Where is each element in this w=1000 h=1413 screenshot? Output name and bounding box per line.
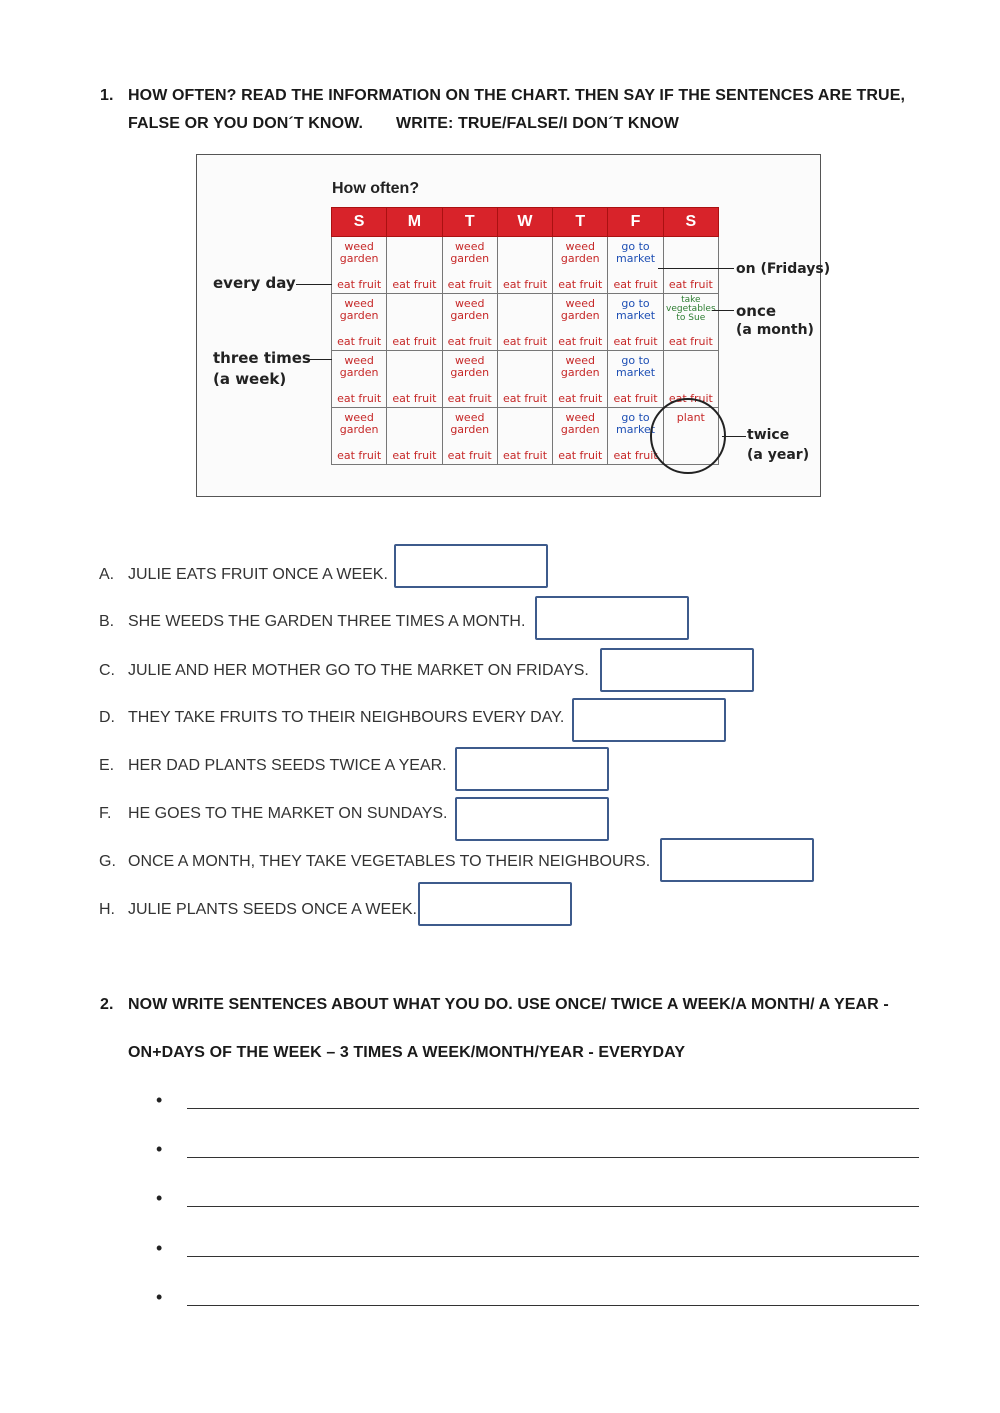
writing-line-4[interactable] — [187, 1256, 919, 1257]
cell-fruit: eat fruit — [558, 278, 603, 291]
exercise-2-number: 2. — [100, 996, 114, 1013]
calendar-cell — [497, 351, 552, 408]
calendar-cell — [553, 237, 608, 294]
cell-activity: weed garden — [450, 354, 490, 379]
cell-activity: weed garden — [450, 240, 490, 265]
item-sentence: JULIE AND HER MOTHER GO TO THE MARKET ON FRIDAYS. — [128, 662, 589, 679]
calendar-cell — [442, 294, 497, 351]
item-letter: D. — [99, 709, 115, 726]
calendar-cell — [553, 294, 608, 351]
cell-fruit: eat fruit — [668, 392, 713, 405]
cell-fruit: eat fruit — [447, 449, 492, 462]
item-letter: C. — [99, 662, 115, 679]
cell-activity: weed garden — [339, 411, 379, 436]
chart-title: How often? — [332, 180, 420, 197]
day-header: T — [442, 208, 497, 237]
calendar-week-row — [332, 351, 719, 408]
arrow-every-day — [296, 284, 332, 285]
writing-line-5[interactable] — [187, 1305, 919, 1306]
cell-fruit: eat fruit — [392, 335, 437, 348]
bullet-point: • — [156, 1188, 163, 1208]
day-header: T — [553, 208, 608, 237]
item-sentence: JULIE EATS FRUIT ONCE A WEEK. — [128, 566, 388, 583]
exercise-1-instruction-line-2: FALSE OR YOU DON´T KNOW. — [128, 115, 364, 132]
cell-activity: weed garden — [450, 297, 490, 322]
exercise-1-write-instruction: WRITE: TRUE/FALSE/I DON´T KNOW — [396, 115, 679, 132]
day-header: W — [497, 208, 552, 237]
cell-fruit: eat fruit — [392, 278, 437, 291]
cell-activity: plant — [676, 411, 705, 424]
cell-fruit: eat fruit — [613, 449, 658, 462]
cell-activity: go to market — [616, 240, 656, 265]
calendar-week-row — [332, 237, 719, 294]
item-sentence: HE GOES TO THE MARKET ON SUNDAYS. — [128, 805, 448, 822]
calendar-cell — [608, 294, 663, 351]
cell-activity: go to market — [616, 354, 656, 379]
calendar-cell — [332, 408, 387, 465]
cell-activity: weed garden — [560, 354, 600, 379]
calendar-cell — [332, 351, 387, 408]
cell-fruit: eat fruit — [447, 335, 492, 348]
cell-activity: weed garden — [560, 240, 600, 265]
item-sentence: HER DAD PLANTS SEEDS TWICE A YEAR. — [128, 757, 447, 774]
arrow-three-times — [306, 359, 332, 360]
label-twice: twice — [747, 427, 790, 443]
writing-line-3[interactable] — [187, 1206, 919, 1207]
cell-fruit: eat fruit — [558, 335, 603, 348]
cell-fruit: eat fruit — [613, 278, 658, 291]
calendar-cell — [442, 237, 497, 294]
calendar-cell — [553, 408, 608, 465]
arrow-twice — [722, 436, 746, 437]
exercise-1-instruction-line-1: HOW OFTEN? READ THE INFORMATION ON THE CHART. THEN SAY IF THE SENTENCES ARE TRUE, — [128, 87, 906, 104]
calendar-cell — [442, 351, 497, 408]
cell-activity: weed garden — [339, 240, 379, 265]
label-on-fridays: on (Fridays) — [736, 261, 831, 277]
cell-fruit: eat fruit — [668, 335, 713, 348]
item-letter: A. — [99, 566, 115, 583]
cell-fruit: eat fruit — [447, 278, 492, 291]
exercise-1-number: 1. — [100, 87, 114, 104]
cell-fruit: eat fruit — [392, 449, 437, 462]
exercise-2-instruction-line-1: NOW WRITE SENTENCES ABOUT WHAT YOU DO. USE ONCE/ TWICE A WEEK/A MONTH/ A YEAR - — [128, 996, 889, 1013]
item-sentence: THEY TAKE FRUITS TO THEIR NEIGHBOURS EVERY DAY. — [128, 709, 565, 726]
bullet-point: • — [156, 1139, 163, 1159]
cell-fruit: eat fruit — [337, 449, 382, 462]
answer-box-b[interactable] — [535, 596, 689, 640]
cell-fruit: eat fruit — [502, 278, 548, 291]
cell-fruit: eat fruit — [613, 392, 658, 405]
cell-fruit: eat fruit — [337, 278, 382, 291]
label-three-times: three times — [213, 349, 311, 367]
calendar-cell — [387, 294, 442, 351]
calendar-cell — [387, 351, 442, 408]
answer-box-a[interactable] — [394, 544, 548, 588]
calendar-cell — [663, 237, 718, 294]
cell-activity: weed garden — [339, 297, 379, 322]
cell-fruit: eat fruit — [668, 278, 713, 291]
calendar-cell — [497, 237, 552, 294]
day-header: F — [608, 208, 663, 237]
label-a-month: (a month) — [736, 322, 814, 338]
item-sentence: ONCE A MONTH, THEY TAKE VEGETABLES TO THEIR NEIGHBOURS. — [128, 853, 651, 870]
calendar-cell — [663, 294, 718, 351]
cell-activity: go to market — [616, 297, 656, 322]
calendar-cell — [332, 237, 387, 294]
calendar-cell — [553, 351, 608, 408]
bullet-point: • — [156, 1287, 163, 1307]
cell-activity: go to market — [616, 411, 656, 436]
answer-box-e[interactable] — [455, 747, 609, 791]
answer-box-g[interactable] — [660, 838, 814, 882]
answer-box-h[interactable] — [418, 882, 572, 926]
cell-fruit: eat fruit — [447, 392, 492, 405]
cell-activity: weed garden — [560, 297, 600, 322]
cell-fruit: eat fruit — [558, 449, 603, 462]
item-sentence: JULIE PLANTS SEEDS ONCE A WEEK. — [128, 901, 417, 918]
item-sentence: SHE WEEDS THE GARDEN THREE TIMES A MONTH. — [128, 613, 526, 630]
day-header: S — [663, 208, 718, 237]
answer-box-d[interactable] — [572, 698, 726, 742]
label-a-week: (a week) — [213, 370, 287, 388]
cell-activity: weed garden — [450, 411, 490, 436]
cell-activity: weed garden — [560, 411, 600, 436]
bullet-point: • — [156, 1090, 163, 1110]
arrow-once — [712, 310, 734, 311]
label-a-year: (a year) — [747, 447, 810, 463]
calendar-day-header-row — [332, 208, 719, 237]
cell-fruit: eat fruit — [502, 335, 548, 348]
item-letter: E. — [99, 757, 115, 774]
item-letter: F. — [99, 805, 112, 822]
exercise-2-instruction-line-2: ON+DAYS OF THE WEEK – 3 TIMES A WEEK/MONTH/YEAR - EVERYDAY — [128, 1044, 686, 1061]
cell-fruit: eat fruit — [392, 392, 437, 405]
calendar-cell — [387, 408, 442, 465]
calendar-cell — [608, 237, 663, 294]
arrow-on-fridays — [658, 268, 734, 269]
cell-fruit: eat fruit — [502, 449, 548, 462]
writing-line-2[interactable] — [187, 1157, 919, 1158]
calendar-cell — [497, 294, 552, 351]
calendar-week-row — [332, 294, 719, 351]
calendar-cell — [497, 408, 552, 465]
twice-circle-highlight — [650, 398, 726, 474]
calendar-cell — [332, 294, 387, 351]
bullet-point: • — [156, 1238, 163, 1258]
calendar-cell — [387, 237, 442, 294]
cell-fruit: eat fruit — [558, 392, 603, 405]
cell-fruit: eat fruit — [613, 335, 658, 348]
answer-box-f[interactable] — [455, 797, 609, 841]
label-every-day: every day — [213, 274, 296, 292]
item-letter: B. — [99, 613, 115, 630]
item-letter: H. — [99, 901, 115, 918]
cell-activity: weed garden — [339, 354, 379, 379]
cell-fruit: eat fruit — [337, 335, 382, 348]
label-once: once — [736, 302, 777, 320]
cell-fruit: eat fruit — [502, 392, 548, 405]
writing-line-1[interactable] — [187, 1108, 919, 1109]
cell-activity: take vegetables to Sue — [666, 295, 716, 323]
cell-fruit: eat fruit — [337, 392, 382, 405]
day-header: M — [387, 208, 442, 237]
day-header: S — [332, 208, 387, 237]
item-letter: G. — [99, 853, 116, 870]
answer-box-c[interactable] — [600, 648, 754, 692]
calendar-cell — [608, 351, 663, 408]
calendar-cell — [442, 408, 497, 465]
